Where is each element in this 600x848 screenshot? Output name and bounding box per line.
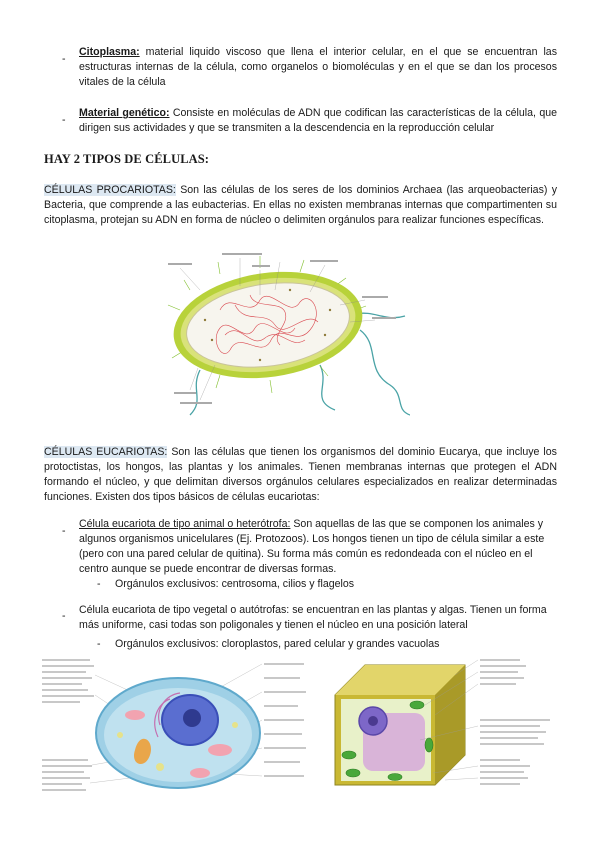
eukaryotes-term: CÉLULAS EUCARIOTAS: [44,446,168,458]
cytoplasm-term: Citoplasma: [79,46,140,58]
plant-organelles: Orgánulos exclusivos: cloroplastos, pared celular y grandes vacuolas [115,638,440,650]
prokaryotes-term: CÉLULAS PROCARIOTAS: [44,184,176,196]
section-heading: HAY 2 TIPOS DE CÉLULAS: [44,152,210,166]
prokaryotes-text: Son las células de los seres de los dominios Archaea (las arqueobacterias) y Bacteria, que comprende a las eubacterias. En ellas no existen membranas internas que compartimenten su citoplasma, protejan su ADN en forma de núcleo o delimiten orgánulos para realizar funciones específicas. [44,184,557,226]
animal-organelles: Orgánulos exclusivos: centrosoma, cilios y flagelos [115,578,355,590]
sub-bullet-dash: - [97,638,101,650]
genetic-text: Consiste en moléculas de ADN que codifican las características de la célula, que dirigen sus actividades y que se transmiten a la descendencia en la reproducción celular [79,107,557,134]
cytoplasm-paragraph [79,45,557,90]
bullet-dash: - [62,610,66,622]
label-text-placeholders [480,659,550,785]
nucleolus [368,716,378,726]
plant-cell-paragraph: Célula eucariota de tipo vegetal o autótrofas: se encuentran en las plantas y algas. Tienen un forma más uniforme, casi todas son poligonales y tienen el núcleo en una posición lateral [79,604,547,631]
nucleolus [183,709,201,727]
genetic-term: Material genético: [79,107,170,119]
animal-cell-illustration [40,655,310,800]
bullet-dash: - [62,53,66,65]
bullet-dash: - [62,114,66,126]
prokaryotes-paragraph [44,183,557,228]
cytoplasm-text: material liquido viscoso que llena el interior celular, en el que se encuentran las estructuras internas de la célula, como organelos o biomoléculas y en el que se dan los procesos vitales de la célula [79,46,557,88]
eukaryotes-paragraph [44,445,557,505]
bullet-dash: - [62,525,66,537]
sub-bullet-dash: - [97,578,101,590]
eukaryotes-text: Son las células que tienen los organismos del dominio Eucarya, que incluye los protoctistas, los hongos, las plantas y los animales. Tienen membranas internas que protegen el ADN formando el núcleo, y que delimitan diversos orgánulos celulares especializados en realizar determinadas funciones. Existen dos tipos básicos de células eucariotas: [44,446,557,503]
animal-cell-paragraph [79,517,557,577]
animal-cell-title: Célula eucariota de tipo animal o heterótrofa: [79,518,291,530]
prokaryotic-cell-illustration [160,250,410,420]
animal-cell-text: Son aquellas de las que se componen los animales y algunos organismos unicelulares (Ej. Protozoos). Los hongos tienen un tipo de célula similar a este (pero con una pared celular de quitina). Su forma más común es redondeada con el núcleo en el centro aunque se puede encontrar de diversas formas. [79,518,545,575]
plant-cell-illustration [325,655,560,800]
genetic-paragraph [79,106,557,136]
